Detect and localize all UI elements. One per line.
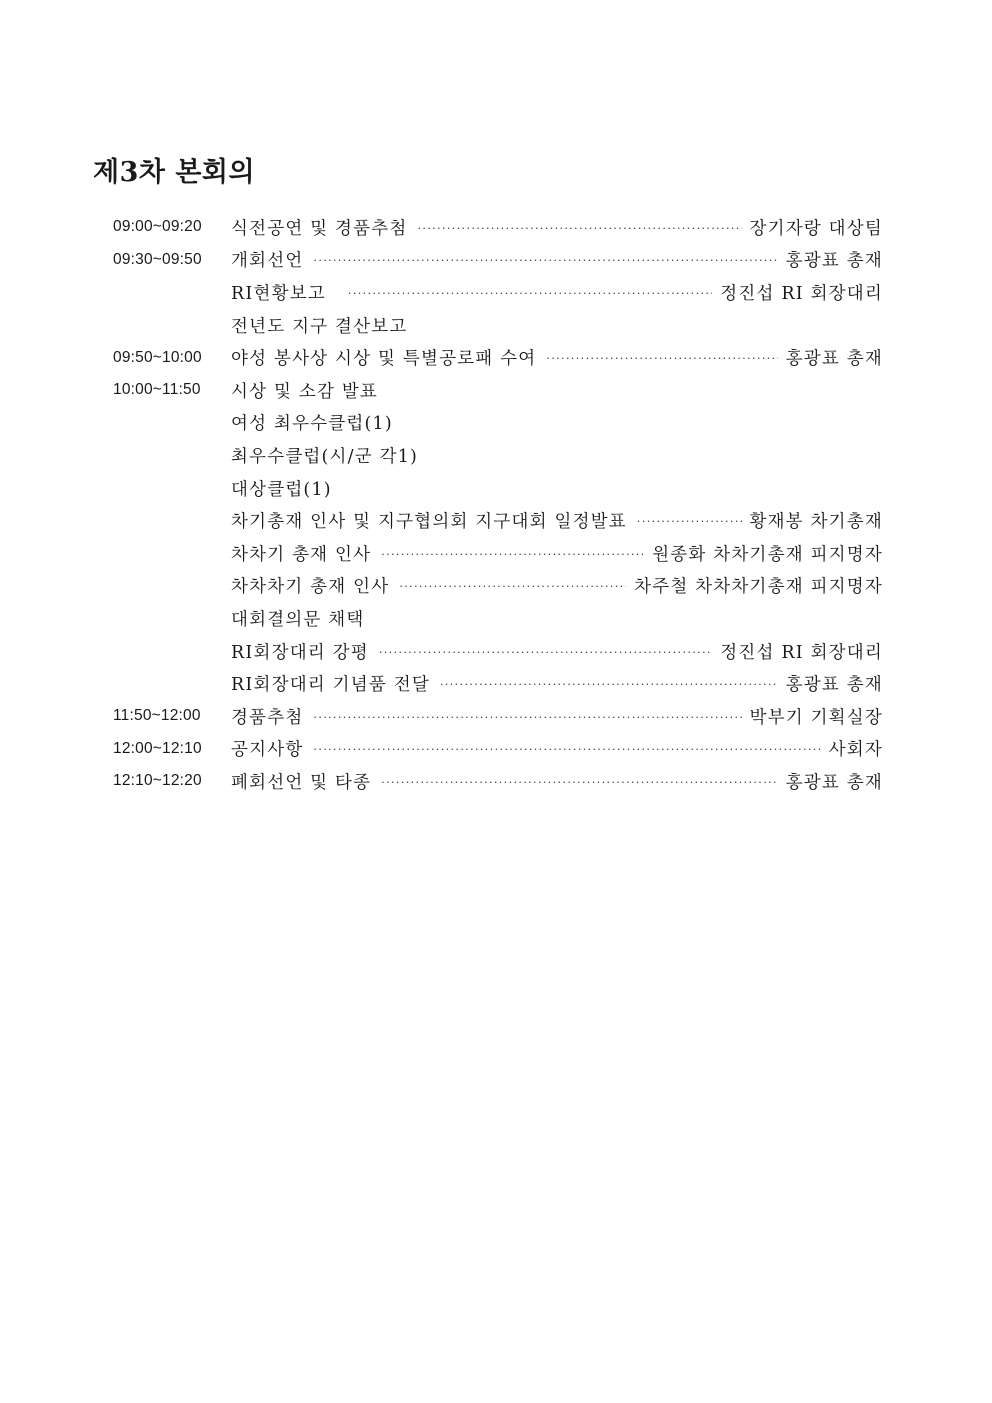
dot-leader xyxy=(637,515,742,528)
row-item: 시상 및 소감 발표 xyxy=(231,381,379,402)
row-item: 식전공연 및 경품추첨 xyxy=(231,218,408,239)
dot-leader xyxy=(313,254,777,267)
row-item: 대상클럽(1) xyxy=(231,479,332,500)
row-person: 사회자 xyxy=(828,740,883,761)
row-item: 차차기 총재 인사 xyxy=(231,544,372,565)
dot-leader xyxy=(348,287,712,300)
row-person: 차주철 차차차기총재 피지명자 xyxy=(634,577,883,598)
schedule-row xyxy=(113,374,883,407)
row-person: 황재봉 차기총재 xyxy=(749,512,883,533)
row-person: 홍광표 총재 xyxy=(785,675,883,696)
row-item: RI회장대리 강평 xyxy=(231,642,369,663)
schedule-row xyxy=(113,439,883,472)
schedule-row xyxy=(113,276,883,309)
row-time: 09:30~09:50 xyxy=(113,250,202,268)
schedule-row xyxy=(113,341,883,374)
row-person: 홍광표 총재 xyxy=(785,772,883,793)
schedule-row xyxy=(113,667,883,700)
dot-leader xyxy=(417,222,741,235)
page-title: 제3차 본회의 xyxy=(93,157,256,188)
row-item: 전년도 지구 결산보고 xyxy=(231,316,408,337)
row-item: 여성 최우수클럽(1) xyxy=(231,414,393,435)
row-item: 차차차기 총재 인사 xyxy=(231,577,390,598)
row-item: 야성 봉사상 시상 및 특별공로패 수여 xyxy=(231,349,537,370)
schedule-row xyxy=(113,407,883,440)
row-time: 12:10~12:20 xyxy=(113,772,202,790)
dot-leader xyxy=(313,743,820,756)
row-person: 홍광표 총재 xyxy=(785,349,883,370)
row-person: 장기자랑 대상팀 xyxy=(749,218,883,239)
schedule-row xyxy=(113,472,883,505)
dot-leader xyxy=(546,352,777,365)
dot-leader xyxy=(313,711,741,724)
schedule-row xyxy=(113,700,883,733)
row-item: 폐회선언 및 타종 xyxy=(231,772,372,793)
row-person: 원종화 차차기총재 피지명자 xyxy=(652,544,883,565)
row-time: 09:50~10:00 xyxy=(113,348,202,366)
schedule-row xyxy=(113,309,883,342)
row-item: 대회결의문 채택 xyxy=(231,609,365,630)
schedule-row xyxy=(113,733,883,766)
row-time: 12:00~12:10 xyxy=(113,739,202,757)
row-time: 10:00~11:50 xyxy=(113,381,201,399)
row-item: 개회선언 xyxy=(231,251,304,272)
schedule-list xyxy=(113,211,883,798)
row-item: RI회장대리 기념품 전달 xyxy=(231,675,430,696)
row-time: 09:00~09:20 xyxy=(113,218,202,236)
dot-leader xyxy=(399,580,626,593)
row-person: 정진섭 RI 회장대리 xyxy=(720,283,883,304)
row-item: RI현황보고 xyxy=(231,283,326,304)
row-item: 차기총재 인사 및 지구협의회 지구대회 일정발표 xyxy=(231,512,627,533)
dot-leader xyxy=(440,678,778,691)
dot-leader xyxy=(381,548,644,561)
schedule-row xyxy=(113,570,883,603)
row-person: 박부기 기획실장 xyxy=(749,707,883,728)
row-person: 홍광표 총재 xyxy=(785,251,883,272)
schedule-row xyxy=(113,504,883,537)
schedule-row xyxy=(113,211,883,244)
row-time: 11:50~12:00 xyxy=(113,707,201,725)
row-item: 공지사항 xyxy=(231,740,304,761)
dot-leader xyxy=(381,776,777,789)
row-item: 경품추첨 xyxy=(231,707,304,728)
schedule-row xyxy=(113,765,883,798)
schedule-row xyxy=(113,635,883,668)
dot-leader xyxy=(379,646,712,659)
schedule-row xyxy=(113,244,883,277)
row-item: 최우수클럽(시/군 각1) xyxy=(231,446,419,467)
schedule-row xyxy=(113,602,883,635)
row-person: 정진섭 RI 회장대리 xyxy=(720,642,883,663)
schedule-row xyxy=(113,537,883,570)
